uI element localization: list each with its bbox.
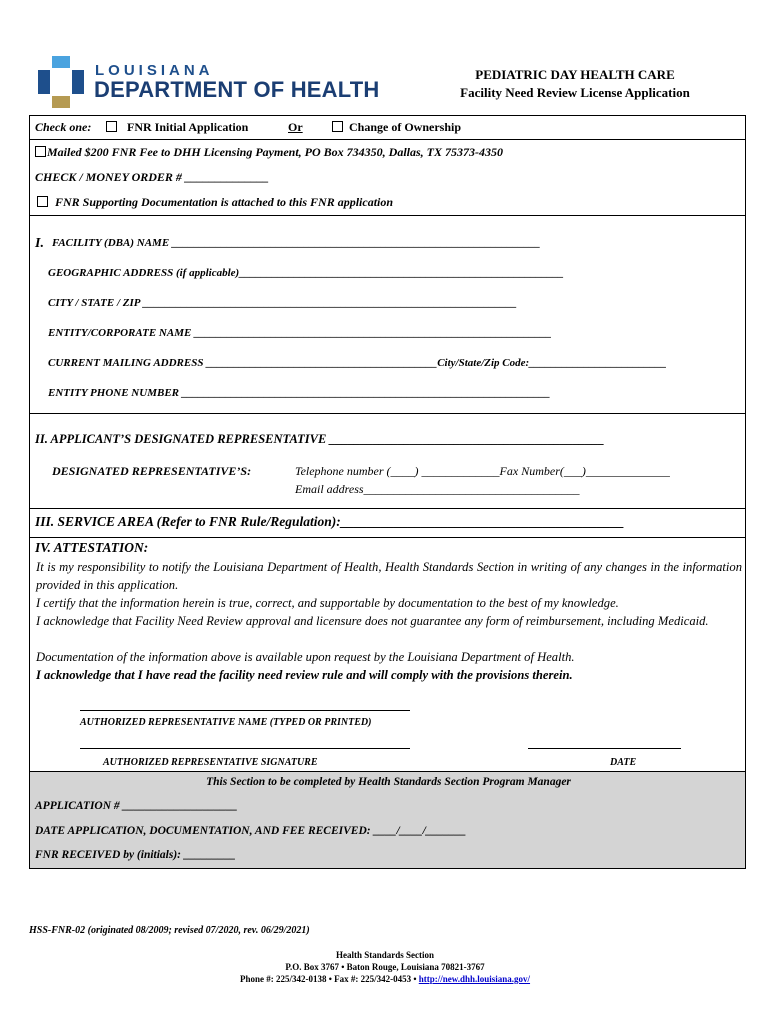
footer-org: Health Standards Section — [335, 950, 434, 960]
initial-application-label: FNR Initial Application — [127, 120, 249, 134]
date-line[interactable] — [528, 748, 681, 749]
service-area-field[interactable]: III. SERVICE AREA (Refer to FNR Rule/Regulation):__________________________________________ — [35, 514, 625, 529]
initial-application-checkbox[interactable] — [106, 121, 117, 132]
divider — [30, 413, 745, 414]
office-use-heading: This Section to be completed by Health Standards Section Program Manager — [206, 776, 571, 788]
fnr-received-initials-field[interactable]: FNR RECEIVED by (initials): _________ — [35, 849, 236, 861]
facility-name-field[interactable]: FACILITY (DBA) NAME ___________________________________________________________________ — [52, 237, 541, 249]
date-label: DATE — [610, 757, 637, 768]
fee-mailed-text: Mailed $200 FNR Fee to DHH Licensing Payment, PO Box 734350, Dallas, TX 75373-4350 — [47, 145, 503, 159]
footer-address: P.O. Box 3767 • Baton Rouge, Louisiana 70821-3767 — [285, 962, 485, 972]
attestation-paragraph-1: It is my responsibility to notify the Louisiana Department of Health, Health Standards Section in writing of any changes in the information provided in this application. — [36, 560, 742, 592]
check-money-order-field[interactable]: CHECK / MONEY ORDER # ______________ — [35, 170, 269, 184]
change-of-ownership-checkbox[interactable] — [332, 121, 343, 132]
ldh-cross-icon — [38, 56, 84, 108]
attestation-paragraph-5: I acknowledge that I have read the facility need review rule and will comply with the provisions therein. — [36, 668, 573, 682]
attestation-paragraph-2: I certify that the information herein is true, correct, and supportable by documentation to the best of my knowledge. — [36, 596, 619, 610]
entity-name-field[interactable]: ENTITY/CORPORATE NAME _________________________________________________________________ — [48, 327, 552, 339]
geographic-address-field[interactable]: GEOGRAPHIC ADDRESS (if applicable)___________________________________________________________ — [48, 267, 564, 279]
or-label: Or — [288, 120, 303, 134]
rep-signature-label: AUTHORIZED REPRESENTATIVE SIGNATURE — [103, 757, 318, 768]
form-title: PEDIATRIC DAY HEALTH CARE — [475, 67, 675, 82]
rep-label: DESIGNATED REPRESENTATIVE’S: — [52, 464, 252, 478]
divider — [30, 139, 745, 140]
office-use-section — [30, 771, 745, 868]
city-state-zip-field[interactable]: CITY / STATE / ZIP ____________________________________________________________________ — [48, 297, 517, 309]
supporting-docs-text: FNR Supporting Documentation is attached to this FNR application — [55, 195, 394, 209]
logo-state-text: LOUISIANA — [95, 62, 214, 79]
application-form — [29, 115, 746, 869]
signature-line[interactable] — [80, 748, 410, 749]
divider — [30, 508, 745, 509]
mailing-address-field[interactable]: CURRENT MAILING ADDRESS __________________________________________City/State/Zip Code:_________________________ — [48, 357, 667, 369]
divider — [30, 771, 745, 772]
form-id: HSS-FNR-02 (originated 08/2009; revised 07/2020, rev. 06/29/2021) — [29, 925, 310, 936]
form-subtitle: Facility Need Review License Application — [460, 85, 690, 100]
rep-email-field[interactable]: Email address____________________________________ — [295, 482, 580, 496]
rep-phone-fax-field[interactable]: Telephone number (____) _____________Fax Number(___)______________ — [295, 464, 670, 478]
application-number-field[interactable]: APPLICATION # ____________________ — [35, 800, 238, 812]
divider — [30, 215, 745, 216]
section-4-title: IV. ATTESTATION: — [35, 540, 149, 555]
section-1-number: I. — [35, 236, 44, 251]
attestation-paragraph-4: Documentation of the information above is available upon request by the Louisiana Department of Health. — [36, 650, 575, 664]
fee-mailed-checkbox[interactable] — [35, 146, 46, 157]
attestation-paragraph-3: I acknowledge that Facility Need Review approval and licensure does not guarantee any form of reimbursement, including Medicaid. — [36, 614, 709, 628]
footer-contact — [0, 974, 770, 984]
supporting-docs-checkbox[interactable] — [37, 196, 48, 207]
ldh-logo — [38, 56, 408, 112]
name-signature-line[interactable] — [80, 710, 410, 711]
footer-phone-fax: Phone #: 225/342-0138 • Fax #: 225/342-0453 • — [239, 974, 419, 984]
dhh-website-link[interactable]: http://new.dhh.louisiana.gov/ — [418, 974, 531, 984]
logo-department-text: DEPARTMENT OF HEALTH — [94, 77, 380, 102]
section-2-title[interactable]: II. APPLICANT’S DESIGNATED REPRESENTATIVE ____________________________________________ — [35, 432, 605, 446]
rep-name-label: AUTHORIZED REPRESENTATIVE NAME (TYPED OR PRINTED) — [80, 717, 372, 728]
entity-phone-field[interactable]: ENTITY PHONE NUMBER ___________________________________________________________________ — [48, 387, 551, 399]
change-of-ownership-label: Change of Ownership — [349, 120, 462, 134]
check-one-label: Check one: — [35, 120, 92, 134]
divider — [30, 537, 745, 538]
date-received-field[interactable]: DATE APPLICATION, DOCUMENTATION, AND FEE RECEIVED: ____/____/_______ — [35, 825, 467, 837]
